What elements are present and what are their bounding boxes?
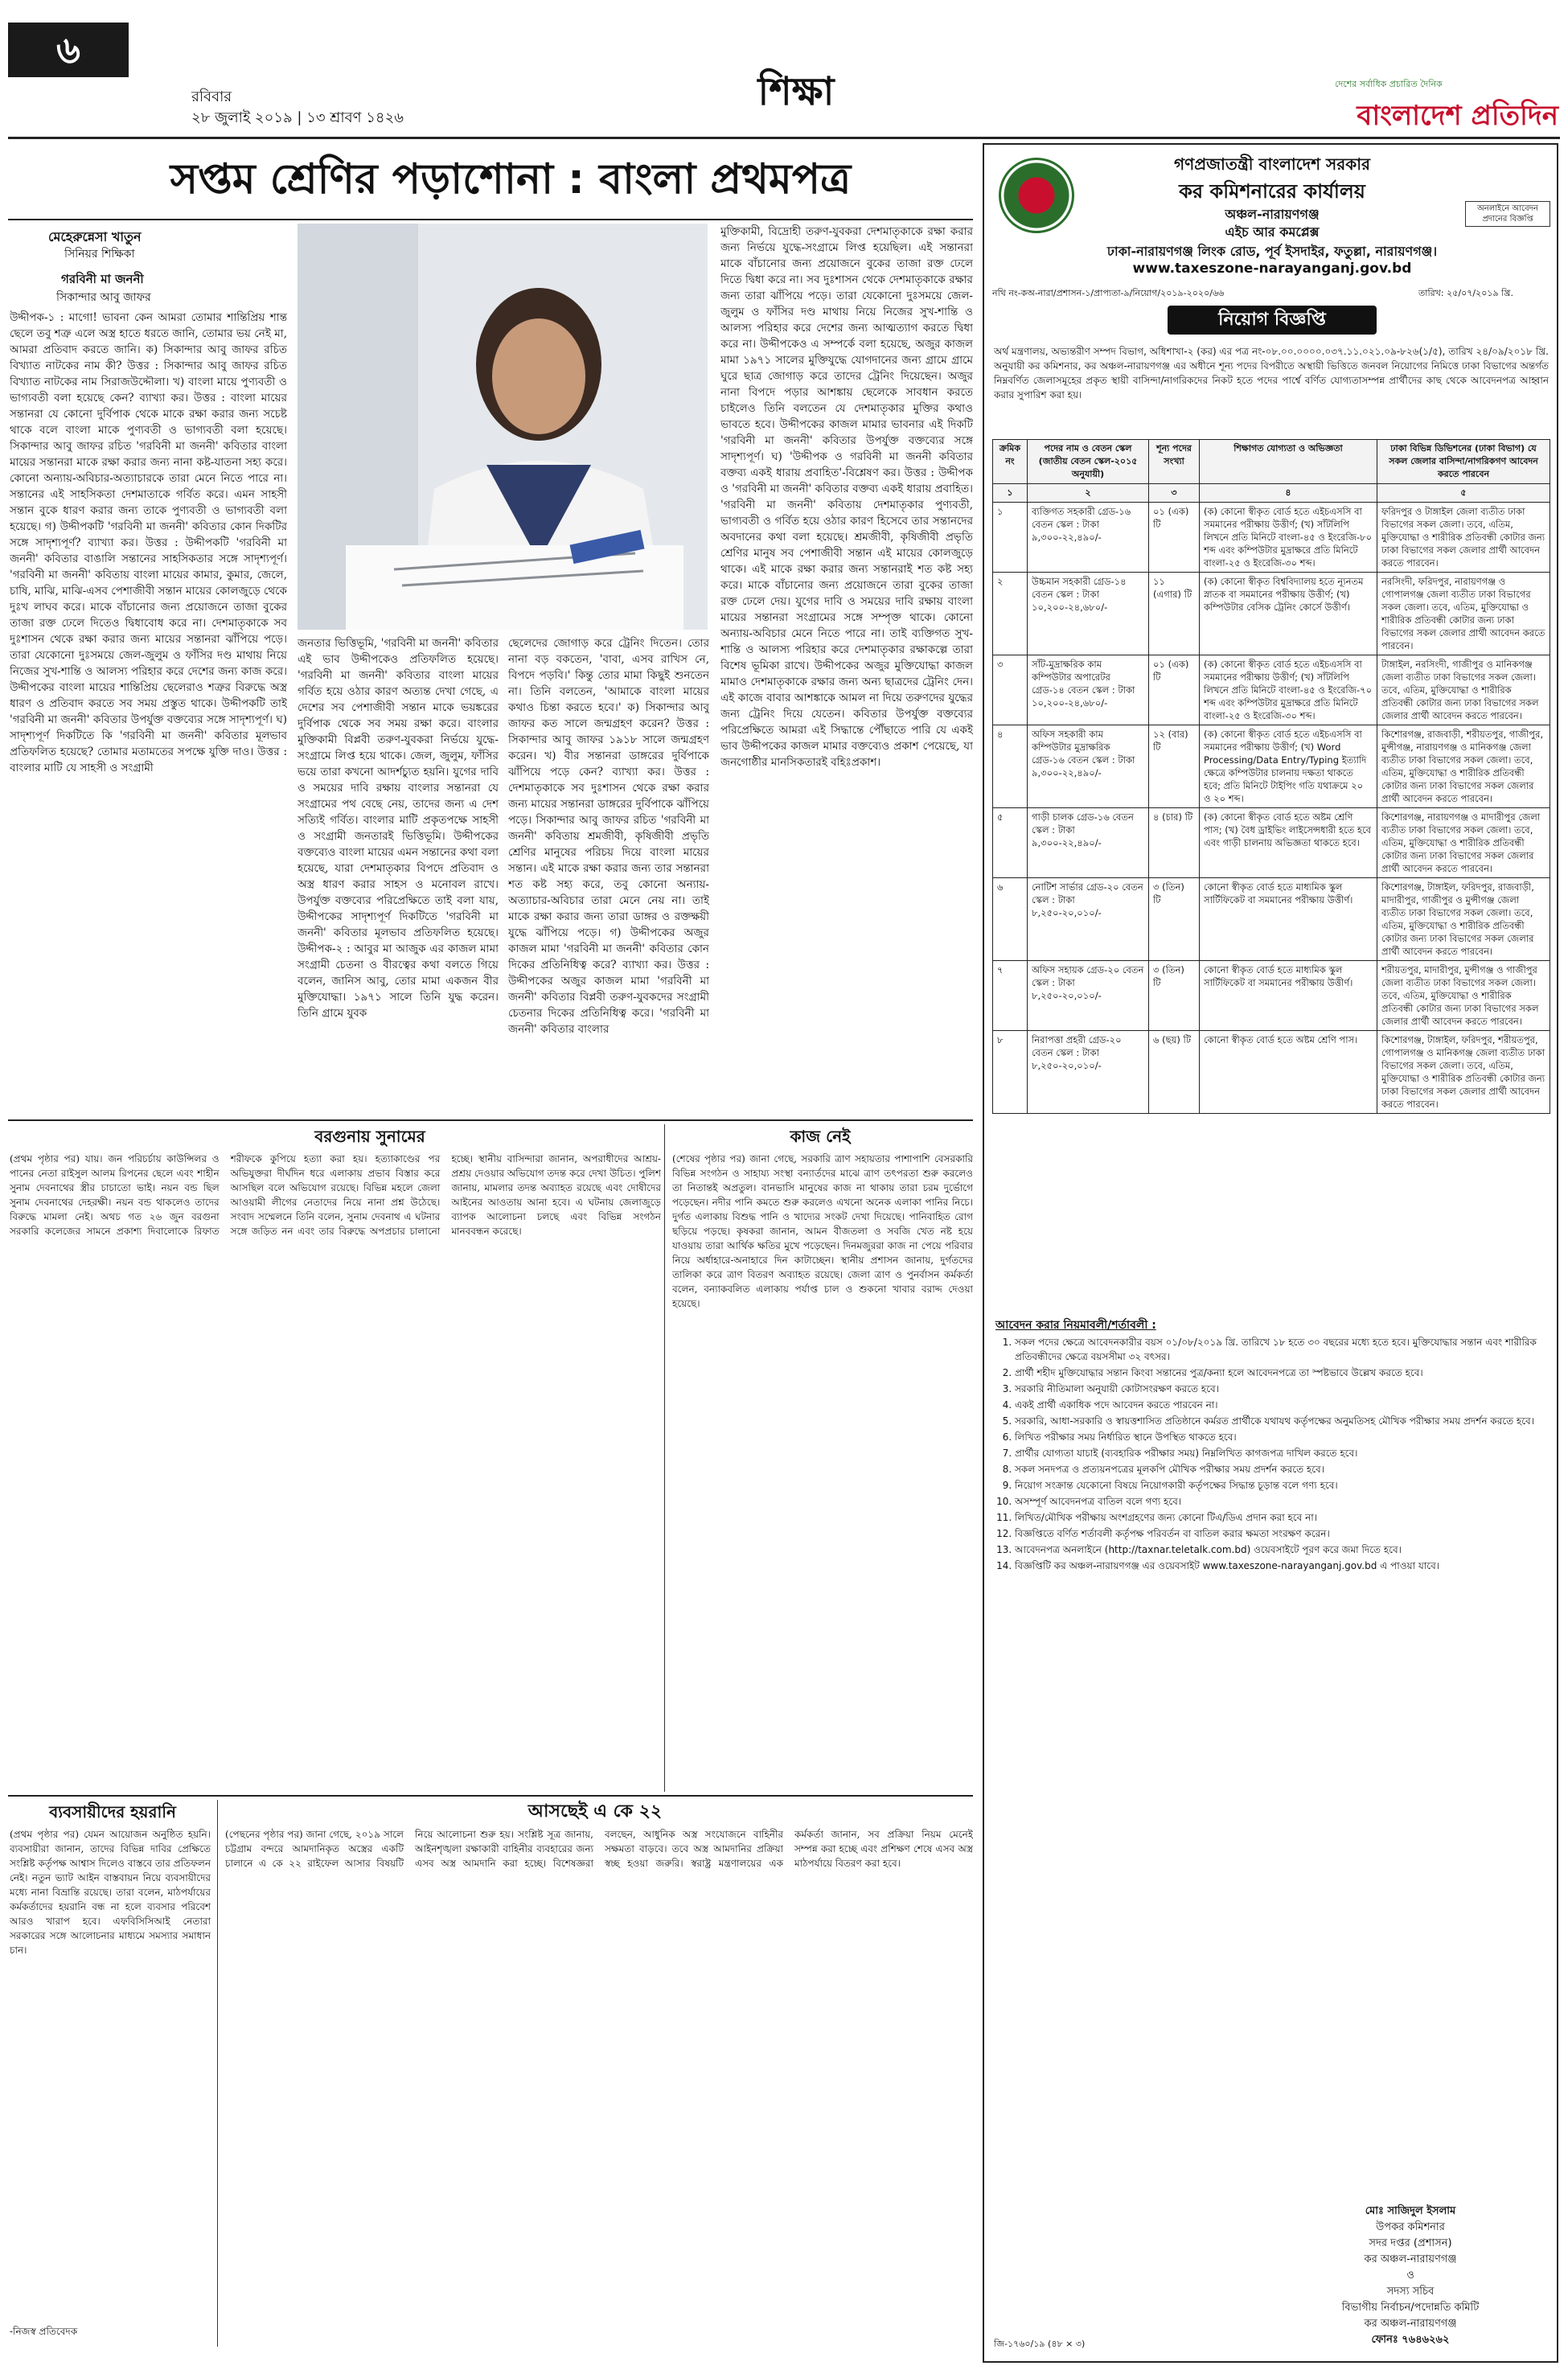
rule-item: 1. সকল পদের ক্ষেত্রে আবেদনকারীর বয়স ০১/০৮/২০১৯ খ্রি. তারিখে ১৮ হতে ৩০ বছরের মধ্যে হতে হবে। মুক্তিযোদ্ধার সন্তান এবং শারীরিক প্রতিবন্ধীদের ক্ষেত্রে বয়সসীমা ৩২ বৎসর। — [1015, 1335, 1550, 1364]
rule-item: 13. আবেদনপত্র অনলাইনে (http://taxnar.teletalk.com.bd) ওয়েবসাইটে পূরণ করে জমা দিতে হবে। — [1015, 1542, 1550, 1557]
signatory-name: মোঃ সাজিদুল ইসলাম — [1365, 2205, 1456, 2217]
table-cell-no: ১ — [993, 503, 1028, 573]
table-header: পদের নাম ও বেতন স্কেল (জাতীয় বেতন স্কেল-২০১৫ অনুযায়ী) — [1028, 440, 1149, 484]
table-header-number: ২ — [1028, 484, 1149, 503]
table-cell-dist: ফরিদপুর ও টাঙ্গাইল জেলা ব্যতীত ঢাকা বিভাগের সকল জেলা। তবে, এতিম, মুক্তিযোদ্ধা ও শারীরিক প্রতিবন্ধী কোটার জন্য ঢাকা বিভাগের সকল জেলার প্রার্থী আবেদন করতে পারবেন। — [1377, 503, 1550, 573]
table-cell-qual: (ক) কোনো স্বীকৃত বোর্ড হতে এইচএসসি বা সমমানের পরীক্ষায় উত্তীর্ণ; (খ) সাঁটলিপি লিখনে প্রতি মিনিটে বাংলা-৪৫ ও ইংরেজি-৮০ শব্দ এবং কম্পিউটার মুদ্রাক্ষরে প্রতি মিনিটে বাংলা-২৫ ও ইংরেজি-৩০ শব্দ। — [1200, 503, 1377, 573]
signature-block — [1274, 2204, 1547, 2348]
table-cell-no: ৮ — [993, 1031, 1028, 1114]
table-header-number: ১ — [993, 484, 1028, 503]
news-separator-2 — [217, 1800, 218, 2347]
table-row — [993, 573, 1550, 655]
table-cell-count: ৪ (চার) টি — [1149, 808, 1200, 878]
poem-title: গরবিনী মা জননী — [61, 272, 144, 286]
table-header: শিক্ষাগত যোগ্যতা ও অভিজ্ঞতা — [1200, 440, 1377, 484]
table-cell-dist: কিশোরগঞ্জ, নারায়ণগঞ্জ ও মাদারীপুর জেলা ব্যতীত ঢাকা বিভাগের সকল জেলা। তবে, এতিম, মুক্তিযোদ্ধা ও শারীরিক প্রতিবন্ধী কোটার জন্য ঢাকা বিভাগের সকল জেলার প্রার্থী আবেদন করতে পারবেন। — [1377, 808, 1550, 878]
header-day: রবিবার — [191, 88, 232, 105]
table-cell-count: ১১ (এগার) টি — [1149, 573, 1200, 655]
news-separator — [664, 1124, 665, 1792]
header-date: ২৮ জুলাই ২০১৯ | ১৩ শ্রাবণ ১৪২৬ — [191, 109, 404, 126]
ad-zone: অঞ্চল-নারায়ণগঞ্জ — [1225, 207, 1320, 222]
table-header-number: ৪ — [1200, 484, 1377, 503]
rules-list — [991, 1335, 1550, 1573]
table-cell-dist: শরীয়তপুর, মাদারীপুর, মুন্সীগঞ্জ ও গাজীপুর জেলা ব্যতীত ঢাকা বিভাগের সকল জেলা। তবে, এতিম, মুক্তিযোদ্ধা ও শারীরিক প্রতিবন্ধী কোটার জন্য ঢাকা বিভাগের সকল জেলার প্রার্থী আবেদন করতে পারবেন। — [1377, 961, 1550, 1031]
online-application-badge: অনলাইনে আবেদন প্রদানের বিজ্ঞপ্তি — [1465, 201, 1550, 227]
news-headline-traders: ব্যবসায়ীদের হয়রানি — [49, 1802, 176, 1822]
signatory-role: সদস্য সচিব — [1386, 2286, 1435, 2298]
table-cell-count: ৩ (তিন) টি — [1149, 961, 1200, 1031]
ad-gov-name: গণপ্রজাতন্ত্রী বাংলাদেশ সরকার — [1174, 154, 1370, 174]
signatory-role: কর অঞ্চল-নারায়ণগঞ্জ — [1364, 2318, 1457, 2330]
headline-underline — [8, 219, 973, 220]
table-cell-count: ৬ (ছয়) টি — [1149, 1031, 1200, 1114]
signatory-role: বিভাগীয় নির্বাচন/পদোন্নতি কমিটি — [1341, 2302, 1480, 2314]
table-cell-qual: কোনো স্বীকৃত বোর্ড হতে মাধ্যমিক স্কুল সার্টিফিকেট বা সমমানের পরীক্ষায় উত্তীর্ণ। — [1200, 878, 1377, 961]
table-cell-post: অফিস সহকারী কাম কম্পিউটার মুদ্রাক্ষরিক গ্রেড-১৬ বেতন স্কেল : টাকা ৯,৩০০-২২,৪৯০/- — [1028, 725, 1149, 808]
table-header-number: ৫ — [1377, 484, 1550, 503]
table-cell-dist: নরসিংদী, ফরিদপুর, নারায়ণগঞ্জ ও গোপালগঞ্জ জেলা ব্যতীত ঢাকা বিভাগের সকল জেলা। তবে, এতিম, মুক্তিযোদ্ধা ও শারীরিক প্রতিবন্ধী কোটার জন্য ঢাকা বিভাগের সকল জেলার প্রার্থী আবেদন করতে পারবেন। — [1377, 573, 1550, 655]
table-cell-count: ০১ (এক) টি — [1149, 503, 1200, 573]
news-byline-traders: -নিজস্ব প্রতিবেদক — [10, 2326, 78, 2337]
table-header: শূন্য পদের সংখ্যা — [1149, 440, 1200, 484]
article-bottom-rule — [8, 1119, 973, 1121]
ad-address: ঢাকা-নারায়ণগঞ্জ লিংক রোড, পূর্ব ইসদাইর, ফতুল্লা, নারায়ণগঞ্জ। — [1106, 244, 1438, 259]
table-row — [993, 878, 1550, 961]
table-cell-post: নিরাপত্তা প্রহরী গ্রেড-২০ বেতন স্কেল : টাকা ৮,২৫০-২০,০১০/- — [1028, 1031, 1149, 1114]
news-headline-kaj-nei: কাজ নেই — [790, 1127, 851, 1146]
table-cell-no: ৬ — [993, 878, 1028, 961]
table-row — [993, 1031, 1550, 1114]
news-body-traders: (প্রথম পৃষ্ঠার পর) যেমন আয়োজন অনুষ্ঠিত হয়নি। ব্যবসায়ীরা জানান, তাদের বিভিন্ন দাবির প্রেক্ষিতে সংশ্লিষ্ট কর্তৃপক্ষ আশ্বাস দিলেও বাস্তবে তার প্রতিফলন নেই। নতুন ভ্যাট আইন বাস্তবায়ন নিয়ে ব্যবসায়ীদের মধ্যে নানা বিভ্রান্তি রয়েছে। তারা বলেন, মাঠপর্যায়ের কর্মকর্তাদের হয়রানি বন্ধ না হলে ব্যবসার পরিবেশ আরও খারাপ হবে। এফবিসিসিআই নেতারা সরকারের সঙ্গে আলোচনার মাধ্যমে সমস্যার সমাধান চান। — [10, 1829, 211, 1956]
rule-item: 10. অসম্পূর্ণ আবেদনপত্র বাতিল বলে গণ্য হবে। — [1015, 1494, 1550, 1509]
student-photo-illustration — [298, 224, 708, 630]
rule-item: 14. বিজ্ঞপ্তিটি কর অঞ্চল-নারায়ণগঞ্জ এর ওয়েবসাইট www.taxeszone-narayanganj.gov.bd এ পাওয়া যাবে। — [1015, 1559, 1550, 1573]
table-header-number: ৩ — [1149, 484, 1200, 503]
table-row — [993, 725, 1550, 808]
table-row — [993, 503, 1550, 573]
article-headline: সপ্তম শ্রেণির পড়াশোনা : বাংলা প্রথমপত্র — [170, 155, 852, 203]
job-advertisement — [983, 143, 1558, 2363]
signatory-role: সদর দপ্তর (প্রশাসন) — [1369, 2237, 1452, 2249]
table-row — [993, 961, 1550, 1031]
ad-complex: এইচ আর কমপ্লেক্স — [1225, 224, 1320, 240]
news-body-borguna: (প্রথম পৃষ্ঠার পর) যায়। জন পরিচর্চায় কাউন্সিলর ও পানের নেতা রাইসুল আলম রিপনের ছেলে এবং শাহীন সুনাম দেবনাথের স্ত্রীর চাচাতো ভাই। নয়ন বন্ড ছিল সুনাম দেবনাথের দেহরক্ষী। নয়ন বন্ড থাকলেও তাদের বিরুদ্ধে মামলা নেই। অথচ গত ২৬ জুন বরগুনা সরকারি কলেজের সামনে প্রকাশ্য দিবালোকে রিফাত শরীফকে কুপিয়ে হত্যা করা হয়। হত্যাকাণ্ডের পর অভিযুক্তরা দীর্ঘদিন ধরে এলাকায় প্রভাব বিস্তার করে আসছিল বলে অভিযোগ রয়েছে। বিভিন্ন মহলে জেলা আওয়ামী লীগের নেতাদের নিয়ে নানা প্রশ্ন উঠেছে। সংবাদ সম্মেলনে তিনি বলেন, সুনাম দেবনাথ এ ঘটনার সঙ্গে জড়িত নন এবং তার বিরুদ্ধে অপপ্রচার চালানো হচ্ছে। স্থানীয় বাসিন্দারা জানান, অপরাধীদের আশ্রয়-প্রশ্রয় দেওয়ার অভিযোগ তদন্ত করে দেখা উচিত। পুলিশ জানায়, মামলার তদন্ত অব্যাহত রয়েছে এবং দোষীদের আইনের আওতায় আনা হবে। এ ঘটনায় জেলাজুড়ে ব্যাপক আলোচনা চলছে এবং বিভিন্ন সংগঠন মানববন্ধন করেছে। — [10, 1153, 661, 1237]
article-column-3: ছেলেদের জোগাড় করে ট্রেনিং দিতেন। তোর নানা বড় বকতেন, 'বাবা, এসব রাখিস নে, বিপদে পড়বি।' কিন্তু তোর মামা কিছুই শুনতেন না। তিনি বলতেন, 'আমাকে বাংলা মায়ের কথাও চিন্তা করতে হবে।' ক) সিকান্দার আবু জাফর কত সালে জন্মগ্রহণ করেন? উত্তর : সিকান্দার আবু জাফর ১৯১৮ সালে জন্মগ্রহণ করেন। খ) বীর সন্তানরা ডাঙ্গরের দুর্বিপাকে ঝাঁপিয়ে পড়ে কেন? ব্যাখ্যা কর। উত্তর : দেশমাতৃকাকে সব দুঃশাসন থেকে রক্ষা করার জন্য মায়ের সন্তানরা ডাঙ্গরের দুর্বিপাকে ঝাঁপিয়ে পড়ে। সিকান্দার আবু জাফর রচিত 'গরবিনী মা জননী' কবিতায় শ্রমজীবী, কৃষিজীবী প্রভৃতি শ্রেণির মানুষের পরিচয় দিয়ে বাংলা মায়ের সন্তান। এই মাকে রক্ষা করার জন্য তার সন্তানরা শত কষ্ট সহ্য করে, তবু কোনো অন্যায়-অত্যাচার-অবিচার তারা মেনে নেয় না। তাই মাকে রক্ষা করার জন্য তারা ডাঙ্গর ও রক্তক্ষয়ী যুদ্ধে ঝাঁপিয়ে পড়ে। গ) উদ্দীপকের অজুর কাজল মামা 'গরবিনী মা জননী' কবিতার কোন দিকের প্রতিনিধিত্ব করে? ব্যাখ্যা কর। উত্তর : উদ্দীপকের অজুর কাজল মামা 'গরবিনী মা জননী' কবিতার বিপ্লবী তরুণ-যুবকদের সংগ্রামী চেতনার দিকের প্রতিনিধিত্ব করে। 'গরবিনী মা জননী' কবিতার বাংলার — [508, 637, 709, 1036]
table-cell-count: ০১ (এক) টি — [1149, 655, 1200, 725]
signatory-role: কর অঞ্চল-নারায়ণগঞ্জ — [1364, 2253, 1457, 2265]
table-cell-no: ৭ — [993, 961, 1028, 1031]
table-cell-dist: টাঙ্গাইল, নরসিংদী, গাজীপুর ও মানিকগঞ্জ জেলা ব্যতীত ঢাকা বিভাগের সকল জেলা। তবে, এতিম, মুক্তিযোদ্ধা ও শারীরিক প্রতিবন্ধী কোটার জন্য ঢাকা বিভাগের সকল জেলার প্রার্থী আবেদন করতে পারবেন। — [1377, 655, 1550, 725]
rule-item: 2. প্রার্থী শহীদ মুক্তিযোদ্ধার সন্তান কিংবা সন্তানের পুত্র/কন্যা হলে আবেদনপত্রে তা স্পষ্টভাবে উল্লেখ করতে হবে। — [1015, 1366, 1550, 1380]
table-cell-no: ২ — [993, 573, 1028, 655]
table-cell-no: ৩ — [993, 655, 1028, 725]
table-cell-post: নোটিশ সার্ভার গ্রেড-২০ বেতন স্কেল : টাকা ৮,২৫০-২০,০১০/- — [1028, 878, 1149, 961]
rule-item: 5. সরকারি, আধা-সরকারি ও স্বায়ত্তশাসিত প্রতিষ্ঠানে কর্মরত প্রার্থীকে যথাযথ কর্তৃপক্ষের অনুমতিসহ মৌখিক পরীক্ষার সময় প্রদর্শন করতে হবে। — [1015, 1414, 1550, 1428]
page-number: ৬ — [8, 23, 129, 77]
table-cell-qual: (ক) কোনো স্বীকৃত বোর্ড হতে এইচএসসি বা সমমানের পরীক্ষায় উত্তীর্ণ; (খ) সাঁটলিপি লিখনে প্রতি মিনিটে বাংলা-৪৫ ও ইংরেজি-৭০ শব্দ এবং কম্পিউটার মুদ্রাক্ষরে প্রতি মিনিটে বাংলা-২৫ ও ইংরেজি-৩০ শব্দ। — [1200, 655, 1377, 725]
ad-office: কর কমিশনারের কার্যালয় — [1179, 180, 1365, 203]
ad-intro: অর্থ মন্ত্রণালয়, অভ্যন্তরীণ সম্পদ বিভাগ, অধিশাখা-২ (কর) এর পত্র নং-০৮.০০.০০০০.০৩৭.১১.০২১.০৯-৮২৬(১/৫), তারিখ ২৪/০৯/২০১৮ খ্রি. অনুযায়ী কর কমিশনার, কর অঞ্চল-নারায়ণগঞ্জ এর অধীনে শূন্য পদের বিপরীতে অস্থায়ী ভিত্তিতে জনবল নিয়োগের নিমিত্তে ঢাকা বিভাগের অন্তর্গত নিম্নবর্ণিত জেলাসমূহের প্রকৃত স্থায়ী বাসিন্দা/নাগরিকদের নিকট হতে পদের পার্শ্বে বর্ণিত যোগ্যতাসম্পন্ন প্রার্থীদের কাছ থেকে আবেদনপত্র আহ্বান করার সুপারিশ করা হয়। — [994, 346, 1549, 400]
rule-item: 6. লিখিত পরীক্ষার সময় নির্ধারিত স্থানে উপস্থিত থাকতে হবে। — [1015, 1430, 1550, 1444]
ad-ref-number: নথি নং-কঅ-নারা/প্রশাসন-১/প্রাপ্যতা-৯/নিয়োগ/২০১৯-২০২০/৬৬ — [992, 288, 1225, 298]
table-cell-qual: কোনো স্বীকৃত বোর্ড হতে মাধ্যমিক স্কুল সার্টিফিকেট বা সমমানের পরীক্ষায় উত্তীর্ণ। — [1200, 961, 1377, 1031]
table-cell-post: অফিস সহায়ক গ্রেড-২০ বেতন স্কেল : টাকা ৮,২৫০-২০,০১০/- — [1028, 961, 1149, 1031]
author-name: মেহেরুন্নেসা খাতুন — [48, 229, 142, 244]
rule-item: 8. সকল সনদপত্র ও প্রত্যয়নপত্রের মূলকপি মৌখিক পরীক্ষার সময় প্রদর্শন করতে হবে। — [1015, 1462, 1550, 1477]
table-cell-post: সাঁট-মুদ্রাক্ষরিক কাম কম্পিউটার অপারেটর গ্রেড-১৪ বেতন স্কেল : টাকা ১০,২০০-২৪,৬৮০/- — [1028, 655, 1149, 725]
paper-logo: বাংলাদেশ প্রতিদিন — [1357, 100, 1558, 132]
table-cell-no: ৫ — [993, 808, 1028, 878]
news-body-kaj-nei: (শেষের পৃষ্ঠার পর) জানা গেছে, সরকারি ত্রাণ সহায়তার পাশাপাশি বেসরকারি বিভিন্ন সংগঠন ও সাহায্য সংস্থা বন্যার্তদের মাঝে ত্রাণ তৎপরতা শুরু করলেও তা নিতান্তই অপ্রতুল। বানভাসি মানুষের কাজ না থাকায় তারা চরম দুর্ভোগে পড়েছেন। নদীর পানি কমতে শুরু করলেও এখনো অনেক এলাকা পানির নিচে। দুর্গত এলাকায় বিশুদ্ধ পানি ও খাদ্যের সংকট দেখা দিয়েছে। পানিবাহিত রোগ ছড়িয়ে পড়ছে। কৃষকরা জানান, আমন বীজতলা ও সবজি খেত নষ্ট হয়ে যাওয়ায় তারা আর্থিক ক্ষতির মুখে পড়েছেন। দিনমজুররা কাজ না পেয়ে পরিবার নিয়ে অর্ধাহারে-অনাহারে দিন কাটাচ্ছেন। স্থানীয় প্রশাসন জানায়, দুর্গতদের তালিকা করে ত্রাণ বিতরণ অব্যাহত রয়েছে। জেলা ত্রাণ ও পুনর্বাসন কর্মকর্তা বলেন, বন্যাকবলিত এলাকায় পর্যাপ্ত চাল ও শুকনো খাবার বরাদ্দ দেওয়া হয়েছে। — [672, 1153, 973, 1309]
rule-item: 11. লিখিত/মৌখিক পরীক্ষায় অংশগ্রহণের জন্য কোনো টিএ/ডিএ প্রদান করা হবে না। — [1015, 1510, 1550, 1525]
section-title: শিক্ষা — [757, 69, 835, 114]
rules-title: আবেদন করার নিয়মাবলী/শর্তাবলী : — [995, 1319, 1156, 1332]
rule-item: 12. বিজ্ঞপ্তিতে বর্ণিত শর্তাবলী কর্তৃপক্ষ পরিবর্তন বা বাতিল করার ক্ষমতা সংরক্ষণ করেন। — [1015, 1526, 1550, 1541]
table-cell-post: উচ্চমান সহকারী গ্রেড-১৪ বেতন স্কেল : টাকা ১০,২০০-২৪,৬৮০/- — [1028, 573, 1149, 655]
table-cell-dist: কিশোরগঞ্জ, রাজবাড়ী, শরীয়তপুর, গাজীপুর, মুন্সীগঞ্জ, নারায়ণগঞ্জ ও মানিকগঞ্জ জেলা ব্যতীত ঢাকা বিভাগের সকল জেলা। তবে, এতিম, মুক্তিযোদ্ধা ও শারীরিক প্রতিবন্ধী কোটার জন্য ঢাকা বিভাগের সকল জেলার প্রার্থী আবেদন করতে পারবেন। — [1377, 725, 1550, 808]
signatory-role: উপকর কমিশনার — [1376, 2221, 1445, 2233]
rule-item: 7. প্রার্থীর যোগ্যতা যাচাই (ব্যবহারিক পরীক্ষার সময়) নিম্নলিখিত কাগজপত্র দাখিল করতে হবে। — [1015, 1446, 1550, 1460]
vacancy-table-wrapper — [992, 439, 1550, 1114]
page-header — [0, 0, 1568, 143]
paper-tagline: দেশের সর্বাধিক প্রচারিত দৈনিক — [1335, 79, 1443, 89]
news-headline-ak22: আসছেই এ কে ২২ — [527, 1801, 663, 1822]
news-headline-borguna: বরগুনায় সুনামের — [314, 1127, 425, 1146]
ad-website: www.taxeszone-narayanganj.gov.bd — [1132, 261, 1412, 277]
article-column-1: উদ্দীপক-১ : মাগো! ভাবনা কেন আমরা তোমার শান্তিপ্রিয় শান্ত ছেলে তবু শত্রু এলে অস্ত্র হাতে ধরতে জানি, তোমার ভয় নেই মা, আমরা প্রতিবাদ করতে জানি। ক) সিকান্দার আবু জাফর রচিত বিখ্যাত নাটকের নাম কী? উত্তর : সিকান্দার আবু জাফর রচিত বিখ্যাত নাটকের নাম সিরাজউদ্দৌলা। খ) বাংলা মায়ে পুণ্যবতী ও ভাগ্যবতী বলা হয়েছে কেন? ব্যাখ্যা কর। উত্তর : বাংলা মায়ের সন্তানরা যে কোনো দুর্বিপাক থেকে মাকে রক্ষা করার জন্য সচেষ্ট থাকে বলে বাংলা মাকে পুণ্যবতী ও ভাগ্যবতী বলা হয়েছে। সিকান্দার আবু জাফর রচিত 'গরবিনী মা জননী' কবিতার বাংলা মায়ের সন্তানরা মাকে রক্ষা করার জন্য নানা কষ্ট-যাতনা সহ্য করে। কোনো অন্যায়-অবিচার-অত্যাচারকে তারা মেনে নিতে পারে না। সন্তানের এই সাহসিকতা দেশমাতাকে গর্বিত করে। এমন সাহসী সন্তান বুকে ধারণ করার জন্য তাকে পুণ্যবতী ও ভাগ্যবতী বলা হয়েছে। গ) উদ্দীপকটি 'গরবিনী মা জননী' কবিতার কোন দিকটির সঙ্গে সাদৃশ্যপূর্ণ? ব্যাখ্যা কর। উত্তর : উদ্দীপকটি 'গরবিনী মা জননী' কবিতার বাঙালি সন্তানের সাহসিকতার সঙ্গে সাদৃশ্যপূর্ণ। 'গরবিনী মা জননী' কবিতায় বাংলা মায়ের কামার, কুমার, জেলে, চাষি, মাঝি, মাঝি-এসব পেশাজীবী সন্তান মায়ের কোলজুড়ে থেকে দুঃখ লাঘব করে। মাকে বাঁচানোর জন্য প্রয়োজনে তাজা বুকের তাজা রক্ত ঢেলে দিতেও দ্বিধাবোধ করে না। দেশমাতৃকাকে সব দুঃশাসন থেকে রক্ষা করার জন্য মায়ের সন্তানরা ঝাঁপিয়ে পড়ে। তারা যেকোনো দুঃসময়ে জেল-জুলুম ও ফাঁসির দণ্ড মাথায় নিয়ে নিজের সুখ-শান্তি ও আলস্য পরিহার করে দেশের জন্য কাজ করে। উদ্দীপকের বাংলা মায়ের শান্তিপ্রিয় ছেলেরাও শত্রুর বিরুদ্ধে অস্ত্র ধারণ ও প্রতিবাদ করতে সব সময় প্রস্তুত থাকে। উদ্দীপকটি তাই 'গরবিনী মা জননী' কবিতার উপর্যুক্ত বক্তব্যের সঙ্গে সাদৃশ্যপূর্ণ। ঘ) সাদৃশ্যপূর্ণ দিকটিতে কি 'গরবিনী মা জননী' কবিতার মূলভাব প্রতিফলিত হয়েছে? তোমার মতামতের সপক্ষে যুক্তি দাও। উত্তর : বাংলার মাটি যে সাহসী ও সংগ্রামী — [10, 311, 287, 774]
vacancy-table — [992, 439, 1550, 1114]
table-cell-qual: (ক) কোনো স্বীকৃত বিশ্ববিদ্যালয় হতে ন্যূনতম স্নাতক বা সমমানের পরীক্ষায় উত্তীর্ণ; (খ) কম্পিউটার বেসিক ট্রেনিং কোর্সে উত্তীর্ণ। — [1200, 573, 1377, 655]
news-body-ak22: (পেছনের পৃষ্ঠার পর) জানা গেছে, ২০১৯ সালে চট্টগ্রাম বন্দরে আমদানিকৃত অস্ত্রের একটি চালানে এ কে ২২ রাইফেল আসার বিষয়টি নিয়ে আলোচনা শুরু হয়। সংশ্লিষ্ট সূত্র জানায়, আইনশৃঙ্খলা রক্ষাকারী বাহিনীর ব্যবহারের জন্য এসব অস্ত্র আমদানি করা হচ্ছে। বিশেষজ্ঞরা বলছেন, আধুনিক অস্ত্র সংযোজনে বাহিনীর সক্ষমতা বাড়বে। তবে অস্ত্র আমদানির প্রক্রিয়া স্বচ্ছ হওয়া জরুরি। স্বরাষ্ট্র মন্ত্রণালয়ের এক কর্মকর্তা জানান, সব প্রক্রিয়া নিয়ম মেনেই সম্পন্ন করা হচ্ছে এবং প্রশিক্ষণ শেষে এসব অস্ত্র মাঠপর্যায়ে বিতরণ করা হবে। — [225, 1829, 973, 1869]
signatory-phone: ফোনঃ ৭৬৪৬২৬২ — [1371, 2334, 1450, 2346]
table-row — [993, 655, 1550, 725]
table-cell-count: ১২ (বার) টি — [1149, 725, 1200, 808]
rule-item: 3. সরকারি নীতিমালা অনুযায়ী কোটাসংরক্ষণ করতে হবে। — [1015, 1382, 1550, 1396]
rule-item: 4. একই প্রার্থী একাধিক পদে আবেদন করতে পারবেন না। — [1015, 1398, 1550, 1412]
table-cell-qual: কোনো স্বীকৃত বোর্ড হতে অষ্টম শ্রেণি পাস। — [1200, 1031, 1377, 1114]
table-cell-no: ৪ — [993, 725, 1028, 808]
table-cell-dist: কিশোরগঞ্জ, টাঙ্গাইল, ফরিদপুর, রাজবাড়ী, মাদারীপুর, গাজীপুর ও মুন্সীগঞ্জ জেলা ব্যতীত ঢাকা বিভাগের সকল জেলা। তবে, এতিম, মুক্তিযোদ্ধা ও শারীরিক প্রতিবন্ধী কোটার জন্য ঢাকা বিভাগের সকল জেলার প্রার্থী আবেদন করতে পারবেন। — [1377, 878, 1550, 961]
rule-item: 9. নিয়োগ সংক্রান্ত যেকোনো বিষয়ে নিয়োগকারী কর্তৃপক্ষের সিদ্ধান্ত চূড়ান্ত বলে গণ্য হবে। — [1015, 1478, 1550, 1493]
header-divider — [8, 137, 1560, 139]
table-cell-qual: (ক) কোনো স্বীকৃত বোর্ড হতে এইচএসসি বা সমমানের পরীক্ষায় উত্তীর্ণ; (খ) Word Processing/Data Entry/Typing ইত্যাদি ক্ষেত্রে কম্পিউটার চালনায় দক্ষতা থাকতে হবে; প্রতি মিনিটে টাইপিং গতি যথাক্রমে ২০ ও ২০ শব্দ। — [1200, 725, 1377, 808]
poet-name: সিকান্দার আবু জাফর — [56, 291, 151, 304]
ad-ref-date: তারিখ: ২৫/০৭/২০১৯ খ্রি. — [1418, 288, 1513, 298]
signatory-role: ও — [1406, 2269, 1414, 2282]
rules-list-wrapper — [991, 1335, 1550, 2011]
table-cell-dist: কিশোরগঞ্জ, টাঙ্গাইল, ফরিদপুর, শরীয়তপুর, গোপালগঞ্জ ও মানিকগঞ্জ জেলা ব্যতীত ঢাকা বিভাগের সকল জেলা। তবে, এতিম, মুক্তিযোদ্ধা ও শারীরিক প্রতিবন্ধী কোটার জন্য ঢাকা বিভাগের সকল জেলার প্রার্থী আবেদন করতে পারবেন। — [1377, 1031, 1550, 1114]
table-cell-post: গাড়ী চালক গ্রেড-১৬ বেতন স্কেল : টাকা ৯,৩০০-২২,৪৯০/- — [1028, 808, 1149, 878]
table-cell-post: ব্যক্তিগত সহকারী গ্রেড-১৬ বেতন স্কেল : টাকা ৯,৩০০-২২,৪৯০/- — [1028, 503, 1149, 573]
news-mid-rule — [8, 1795, 973, 1797]
table-header: ক্রমিক নং — [993, 440, 1028, 484]
student-photo — [298, 224, 708, 630]
table-cell-qual: (ক) কোনো স্বীকৃত বোর্ড হতে অষ্টম শ্রেণি পাস; (খ) বৈধ ড্রাইভিং লাইসেন্সধারী হতে হবে এবং গাড়ী চালনায় অভিজ্ঞতা থাকতে হবে। — [1200, 808, 1377, 878]
author-role: সিনিয়র শিক্ষিকা — [64, 248, 135, 261]
table-row — [993, 808, 1550, 878]
article-column-2: জনতার ভিত্তিভূমি, 'গরবিনী মা জননী' কবিতার এই ভাব উদ্দীপকেও প্রতিফলিত হয়েছে। 'গরবিনী মা জননী' কবিতার বাংলা মায়ের গর্বিত হয়ে ওঠার কারণ অত্যন্ত দেখা গেছে, এ দেশের সব পেশাজীবী সন্তান মাকে ভয়ঙ্করের দুর্বিপাক থেকে সব সময় রক্ষা করে। বাংলার মুক্তিকামী বিপ্লবী তরুণ-যুবকরা নির্ভয়ে যুদ্ধে-সংগ্রামে লিপ্ত হয়ে থাকে। জেল, জুলুম, ফাঁসির ভয়ে তারা কখনো আদর্শচ্যুত হয়নি। যুগের দাবি ও সময়ের দাবি রক্ষায় বাংলার সন্তানরা যে সংগ্রামের পথ বেছে নেয়, তাদের জন্য এ দেশ সত্যিই গর্বিত। বাংলার মাটি প্রকৃতপক্ষে সাহসী ও সংগ্রামী জনতারই ভিত্তিভূমি। উদ্দীপকের বক্তব্যেও বাংলা মায়ের এমন সন্তানের কথা বলা হয়েছে, যারা দেশমাতৃকার বিপদে প্রতিবাদ ও অস্ত্র ধারণ করার সাহস ও মনোবল রাখে। উপর্যুক্ত বক্তব্যের পরিপ্রেক্ষিতে তাই বলা যায়, উদ্দীপকের সাদৃশ্যপূর্ণ দিকটিতে 'গরবিনী মা জননী' কবিতার মূলভাব প্রতিফলিত হয়েছে। উদ্দীপক-২ : আবুর মা আজুক এর কাজল মামা সংগ্রামী চেতনা ও বীরত্বের কথা বলতে গিয়ে বলেন, জানিস আবু, তোর মামা একজন বীর মুক্তিযোদ্ধা। ১৯৭১ সালে তিনি যুদ্ধ করেন। তিনি গ্রামে যুবক — [298, 637, 499, 1020]
table-header: ঢাকা বিভিন্ন ডিভিশনের (ঢাকা বিভাগ) যে সকল জেলার বাসিন্দা/নাগরিকগণ আবেদন করতে পারবেন — [1377, 440, 1550, 484]
article-column-4: মুক্তিকামী, বিদ্রোহী তরুণ-যুবকরা দেশমাতৃকাকে রক্ষা করার জন্য নির্ভয়ে যুদ্ধে-সংগ্রামে লিপ্ত হয়েছিল। এই সন্তানরা মাকে বাঁচানোর জন্য প্রয়োজনে বুকের তাজা রক্ত ঢেলে দিতে দ্বিধা করে না। সব দুঃশাসন থেকে দেশমাতৃকাকে রক্ষার জন্য তারা ঝাঁপিয়ে পড়ে। তারা যেকোনো দুঃসময়ে জেল-জুলুম ও ফাঁসির দণ্ড মাথায় নিয়ে নিজের সুখ-শান্তি ও আলস্য পরিহার করে দেশের জন্য আত্মত্যাগ করতে দ্বিধা করে না। উদ্দীপকেও এ সম্পর্কে বলা হয়েছে, অজুর কাজল মামা ১৯৭১ সালের মুক্তিযুদ্ধে যোগদানের জন্য গ্রামে গ্রামে ঘুরে ছাত্র জোগাড় করে তাদের ট্রেনিং দিয়েছেন। অজুর নানা বিপদে পড়ার আশঙ্কায় ছেলেকে সাবধান করতে চাইলেও তিনি বলতেন যে দেশমাতৃকার মুক্তির কথাও ভাবতে হবে। উদ্দীপকের কাজল মামার ভাবনার এই দিকটি 'গরবিনী মা জননী' কবিতার উপর্যুক্ত বক্তব্যের সঙ্গে সাদৃশ্যপূর্ণ। ঘ) 'উদ্দীপক ও গরবিনী মা জননী কবিতার বক্তব্য একই ধারায় প্রবাহিত'-বিশ্লেষণ কর। উত্তর : উদ্দীপক ও 'গরবিনী মা জননী' কবিতার বক্তব্য একই ধারায় প্রবাহিত। 'গরবিনী মা জননী' কবিতায় দেশমাতৃকার পুণ্যবতী, ভাগ্যবতী ও গর্বিত হয়ে ওঠার কারণ হিসেবে তার সন্তানদের অবদানের কথা বলা হয়েছে। শ্রমজীবী, কৃষিজীবী প্রভৃতি শ্রেণির মানুষ সব পেশাজীবী সন্তান এই মায়ের কোলজুড়ে থাকে। এই মাকে রক্ষা করার জন্য সন্তানরাই শত কষ্ট সহ্য করে। মাকে বাঁচানোর জন্য প্রয়োজনে তারা বুকের তাজা রক্ত ঢেলে দেয়। যুগের দাবি ও সময়ের দাবি রক্ষায় বাংলা মায়ের সন্তানরা সংগ্রামের সঙ্গে সম্পৃক্ত থাকে। কোনো অন্যায়-অবিচার মেনে নিতে পারে না। তাই ব্যক্তিগত সুখ-শান্তি ও আলস্য পরিহার করে দেশমাতৃকার রক্ষাকল্পে তারা বিশেষ ভূমিকা রাখে। উদ্দীপকের অজুর মুক্তিযোদ্ধা কাজল মামাও দেশমাতৃকাকে রক্ষার জন্য অন্য ছাত্রদের ট্রেনিং দেন। এই কাজে বাবার আশঙ্কাকে আমল না দিয়ে তরুণদের যুদ্ধের জন্য ট্রেনিং দিয়ে যেতেন। কবিতার উপর্যুক্ত বক্তব্যের পরিপ্রেক্ষিতে আমরা এই সিদ্ধান্তে পৌঁছাতে পারি যে একই ভাব উদ্দীপকের কাজল মামার বক্তব্যেও প্রকাশ পেয়েছে, যা জনগোষ্ঠীর মানসিকতারই বহিঃপ্রকাশ। — [720, 225, 973, 769]
ad-code: জি-১৭৬০/১৯ (৪৮ × ৩) — [994, 2339, 1086, 2349]
table-cell-count: ৩ (তিন) টি — [1149, 878, 1200, 961]
ad-title: নিয়োগ বিজ্ঞপ্তি — [1168, 306, 1377, 335]
